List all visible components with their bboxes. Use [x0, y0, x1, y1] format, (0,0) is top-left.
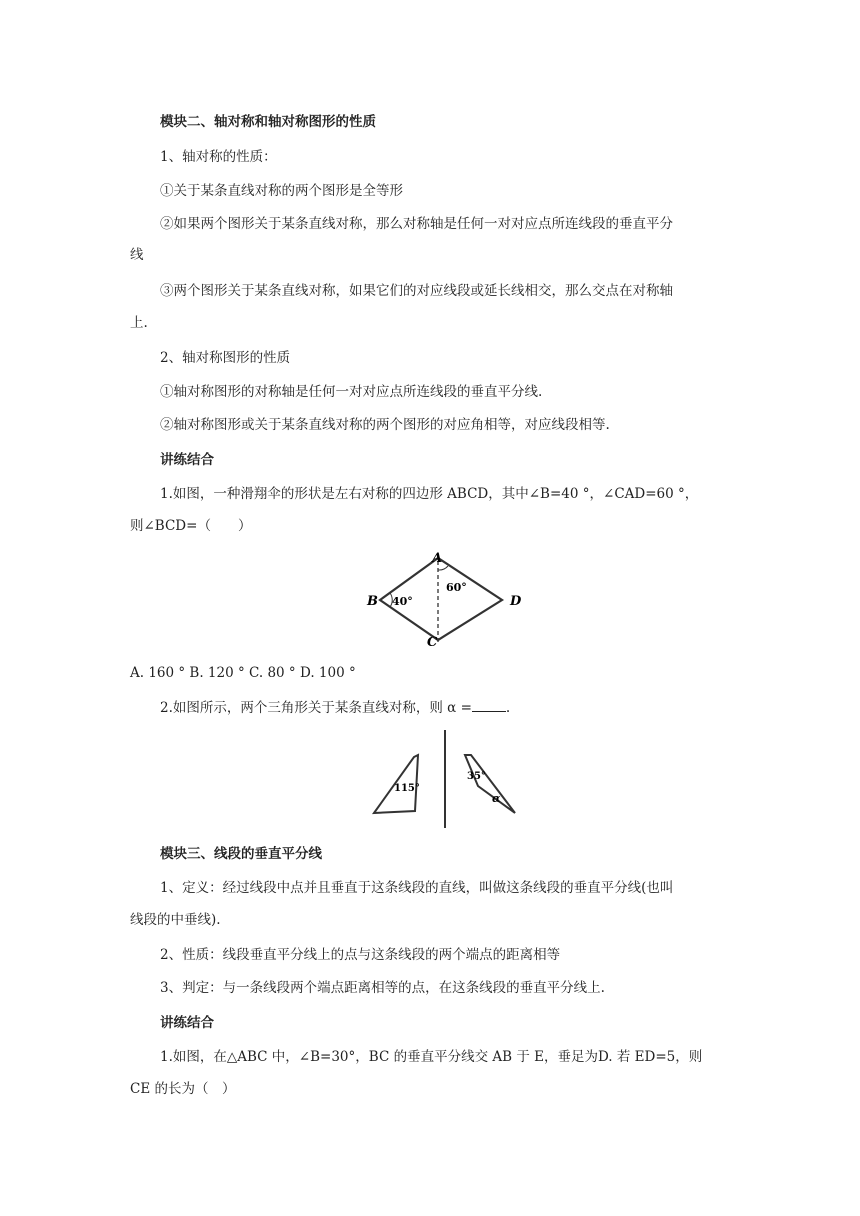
- left-angle-label: 115°: [394, 783, 420, 794]
- module3-question1-line1: 1.如图，在△ABC 中，∠B=30°，BC 的垂直平分线交 AB 于 E，垂足为D. 若 ED=5，则: [160, 1049, 703, 1065]
- question2-text: 2.如图所示，两个三角形关于某条直线对称，则 α =: [160, 700, 472, 716]
- property-congruent: ①关于某条直线对称的两个图形是全等形: [160, 183, 403, 199]
- angle-cad-arc: [438, 566, 448, 570]
- module3-title: 模块三、线段的垂直平分线: [160, 846, 322, 862]
- question1-options: A. 160 ° B. 120 ° C. 80 ° D. 100 °: [130, 665, 356, 681]
- definition-line2: 线段的中垂线).: [130, 912, 221, 928]
- angle-b-label: 40°: [392, 595, 413, 608]
- property-perpendicular-bisector-line1: ②如果两个图形关于某条直线对称，那么对称轴是任何一对对应点所连线段的垂直平分: [160, 216, 673, 232]
- property-perpendicular-bisector-line2: 线: [130, 247, 144, 263]
- question1-line2: 则∠BCD=（ ）: [130, 518, 252, 534]
- property-intersection-line2: 上.: [130, 315, 148, 331]
- symmetric-figure-property-a: ①轴对称图形的对称轴是任何一对对应点所连线段的垂直平分线.: [160, 384, 543, 400]
- axis-symmetry-properties-heading: 1、轴对称的性质：: [160, 149, 277, 165]
- label-a: A: [432, 551, 443, 566]
- module3-question1-line2: CE 的长为（ ）: [130, 1081, 236, 1097]
- label-d: D: [510, 594, 522, 609]
- symmetric-figure-properties-heading: 2、轴对称图形的性质: [160, 350, 291, 366]
- judgment-statement: 3、判定：与一条线段两个端点距离相等的点，在这条线段的垂直平分线上.: [160, 980, 605, 996]
- symmetric-figure-property-b: ②轴对称图形或关于某条直线对称的两个图形的对应角相等，对应线段相等.: [160, 417, 610, 433]
- practice-title-1: 讲练结合: [160, 452, 214, 468]
- kite-figure: [360, 548, 530, 648]
- answer-blank: [472, 697, 506, 712]
- right-angle-label: 35°: [467, 771, 486, 782]
- right-triangle: [465, 755, 515, 813]
- module2-title: 模块二、轴对称和轴对称图形的性质: [160, 114, 376, 130]
- property-statement: 2、性质：线段垂直平分线上的点与这条线段的两个端点的距离相等: [160, 947, 561, 963]
- question2: [160, 697, 760, 718]
- triangles-figure: [368, 728, 528, 830]
- label-c: C: [427, 635, 438, 648]
- property-intersection-line1: ③两个图形关于某条直线对称，如果它们的对应线段或延长线相交，那么交点在对称轴: [160, 283, 673, 299]
- alpha-label: α: [492, 792, 501, 805]
- angle-cad-label: 60°: [446, 581, 467, 594]
- practice-title-2: 讲练结合: [160, 1015, 214, 1031]
- label-b: B: [367, 594, 378, 609]
- definition-line1: 1、定义：经过线段中点并且垂直于这条线段的直线，叫做这条线段的垂直平分线(也叫: [160, 880, 674, 896]
- question1-line1: 1.如图，一种滑翔伞的形状是左右对称的四边形 ABCD，其中∠B=40 °，∠CAD=60 °，: [160, 486, 699, 502]
- question2-end: .: [505, 700, 511, 716]
